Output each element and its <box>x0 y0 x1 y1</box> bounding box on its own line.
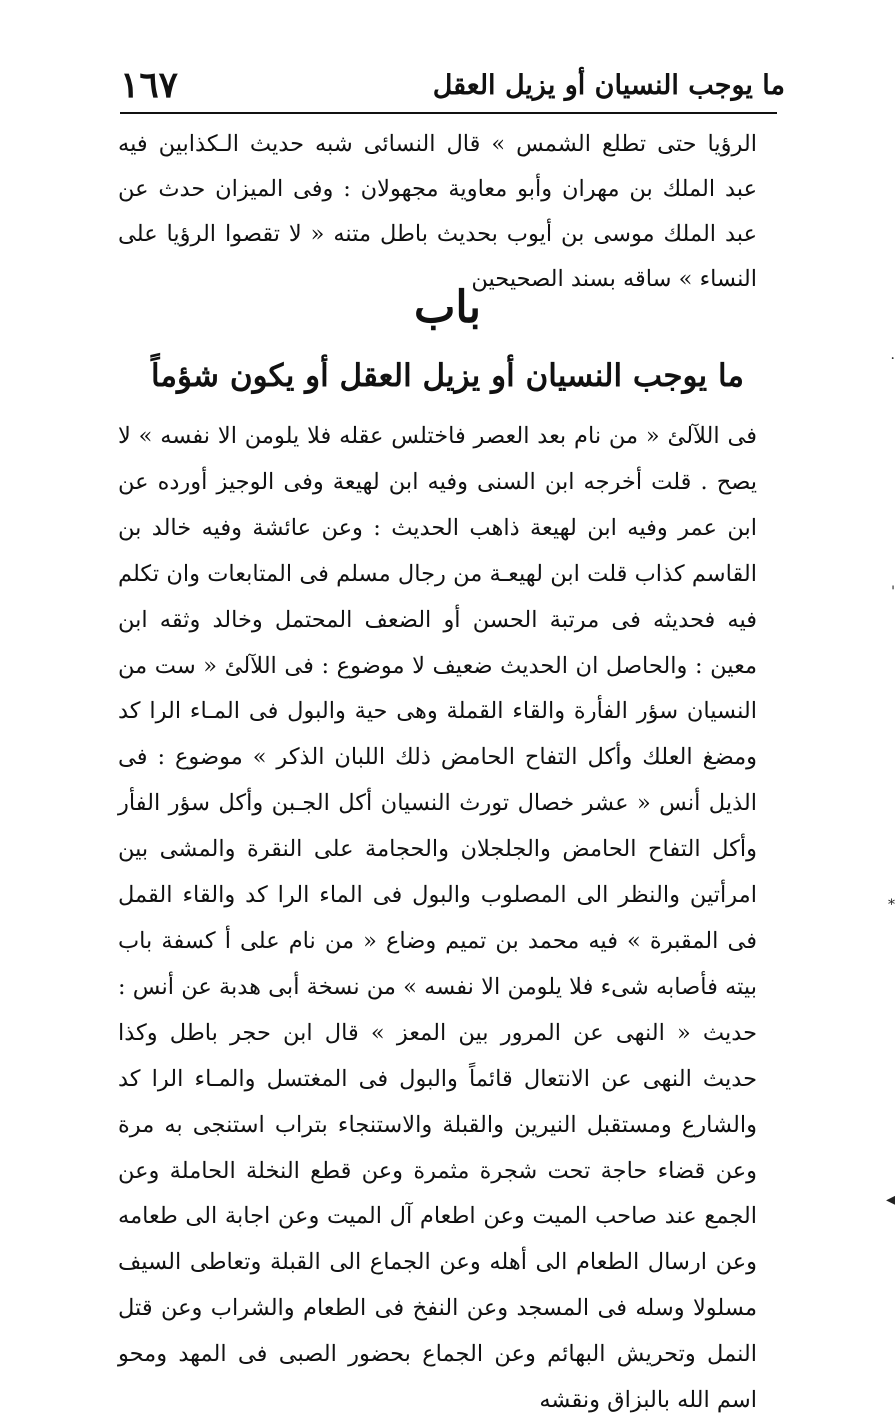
page-number: ١٦٧ <box>120 64 179 106</box>
chapter-title: ما يوجب النسيان أو يزيل العقل أو يكون شؤماً <box>150 358 744 394</box>
chapter-heading: باب <box>413 282 482 333</box>
page-header <box>120 58 785 112</box>
margin-tick-mark: · <box>890 351 895 367</box>
margin-tick-mark: * <box>888 897 895 913</box>
main-paragraph <box>118 414 757 1424</box>
continued-paragraph <box>118 122 757 302</box>
margin-tick-mark: ' <box>891 584 895 600</box>
continued-paragraph-text: الرؤيا حتى تطلع الشمس » قال النسائى شبه حديث الـكذابين فيه عبد الملك بن مهران وأبو معاوية مجهولان : وفى الميزان حدث عن عبد الملك موسى بن أيوب بحديث باطل متنه « لا تقصوا الرؤيا على النساء » ساقه بسند الصحيحين <box>118 131 757 292</box>
main-paragraph-text: فى اللآلئ « من نام بعد العصر فاختلس عقله فلا يلومن الا نفسه » لا يصح . قلت أخرجه ابن السنى وفيه ابن لهيعة وفى الوجيز أورده عن ابن عمر وفيه ابن لهيعة ذاهب الحديث : وعن عائشة وفيه خالد بن القاسم كذاب قلت ابن لهيعـة من رجال مسلم فى المتابعات وان تكلم فيه فحديثه فى مرتبة الحسن أو الضعف المحتمل وخالد وثقه ابن معين : والحاصل ان الحديث ضعيف لا موضوع : فى اللآلئ « ست من النسيان سؤر الفأرة والقاء القملة وهى حية والبول فى المـاء الرا كد ومضغ العلك وأكل التفاح الحامض ذلك اللبان الذكر » موضوع : فى الذيل أنس « عشر خصال تورث النسيان أكل الجـبن وأكل سؤر الفأر وأكل التفاح الحامض والجلجلان والحجامة على النقرة والمشى بين امرأتين والنظر الى المصلوب والبول فى الماء الرا كد والقاء القمل فى المقبرة » فيه محمد بن تميم وضاع « من نام على أ كسفة باب بيته فأصابه شىء فلا يلومن الا نفسه » من نسخة أبى هدبة عن أنس : حديث « النهى عن المرور بين المعز » قال ابن حجر باطل وكذا حديث النهى عن الانتعال قائماً والبول فى المغتسل والمـاء الرا كد والشارع ومستقبل النيرين والقبلة والاستنجاء بتراب استنجى به مرة وعن قضاء حاجة تحت شجرة مثمرة وعن قطع النخلة الحاملة وعن الجمع عند صاحب الميت وعن اطعام آل الميت وعن اجابة الى طعامه وعن ارسال الطعام الى أهله وعن الجماع الى القبلة وتعاطى السيف مسلولا وسله فى المسجد وعن النفخ فى الطعام والشراب وعن قتل النمل وتحريش البهائم وعن الجماع بحضور الصبى فى المهد ومحو اسم الله بالبزاق ونقشه <box>118 423 757 1414</box>
running-title: ما يوجب النسيان أو يزيل العقل <box>432 69 785 101</box>
margin-tick-mark: ◂ <box>885 1189 895 1210</box>
header-rule <box>120 112 777 114</box>
